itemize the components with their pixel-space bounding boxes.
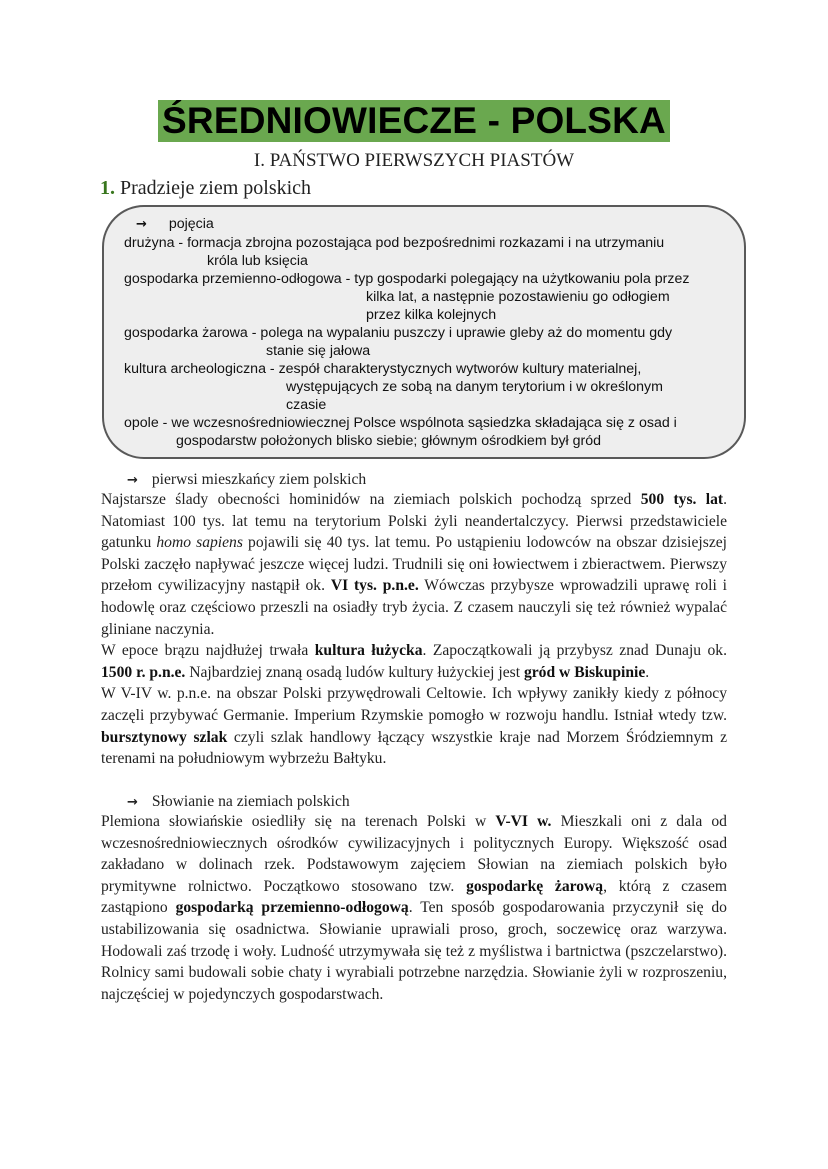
bold-text: bursztynowy szlak xyxy=(101,728,228,746)
concepts-heading xyxy=(136,215,214,234)
concept-przemienno-odlogowa-line-3: przez kilka kolejnych xyxy=(366,307,497,323)
text: pojawili się 40 tys. lat temu. Po ustąpieniu lodowców na obszar dzisiejszej Polski zaczęło napływać jeszcze więcej ludzi. Trudnili się oni łowiectwem i zbieractwem. Pierwszy przełom cywilizacyjny nastąpił ok. xyxy=(101,534,727,595)
concept-przemienno-odlogowa-line-2: kilka lat, a następnie pozostawieniu go odłogiem xyxy=(366,289,670,305)
arrow-right-icon: → xyxy=(127,795,138,810)
bold-text: gospodarką przemienno-odłogową xyxy=(175,899,409,917)
title-container xyxy=(0,100,828,142)
text: Najbardziej znaną osadą ludów kultury łużyckiej jest xyxy=(185,663,524,681)
concept-opole-line-2: gospodarstw położonych blisko siebie; głównym ośrodkiem był gród xyxy=(176,433,602,449)
text: Najstarsze ślady obecności hominidów na ziemiach polskich pochodzą sprzed xyxy=(101,491,641,508)
concept-druzyna-line-2: króla lub księcia xyxy=(207,253,308,269)
concept-zarowa-line-2: stanie się jałowa xyxy=(266,343,371,359)
text: . Natomiast 100 tys. lat temu na terytorium Polski żyli neandertalczycy. Pierwsi przedstawiciele gatunku xyxy=(101,491,728,552)
slavs-heading-label: Słowianie na ziemiach polskich xyxy=(151,793,350,810)
bold-text: 1500 r. p.n.e. xyxy=(101,663,186,681)
text: . Zapoczątkowali ją przybysz znad Dunaju ok. xyxy=(422,642,727,660)
document-title: ŚREDNIOWIECZE - POLSKA xyxy=(158,100,670,142)
text: Wówczas przybysze wprowadzili uprawę roli i hodowlę oraz częściowo przeszli na osiadły tryb życia. Z czasem nauczyli się też również wypalać gliniane naczynia. xyxy=(101,577,727,638)
text: Plemiona słowiańskie osiedliły się na terenach Polski w xyxy=(101,813,496,830)
bold-text: gród w Biskupinie xyxy=(523,663,646,681)
text: . xyxy=(645,663,650,681)
concept-opole-line-1: opole - we wczesnośredniowiecznej Polsce wspólnota sąsiedzka składająca się z osad i xyxy=(124,415,677,431)
first-inhabitants-heading-label: pierwsi mieszkańcy ziem polskich xyxy=(151,471,367,488)
paragraph-prehistory xyxy=(101,489,727,640)
slavs-body xyxy=(101,811,727,1005)
section-title: Pradzieje ziem polskich xyxy=(120,177,312,199)
bold-text: gospodarkę żarową xyxy=(466,877,604,895)
arrow-right-icon: → xyxy=(136,217,147,232)
bold-text: kultura łużycka xyxy=(314,642,423,660)
chapter-title: I. PAŃSTWO PIERWSZYCH PIASTÓW xyxy=(253,150,575,171)
section-heading xyxy=(100,176,311,200)
concept-przemienno-odlogowa-line-1: gospodarka przemienno-odłogowa - typ gospodarki polegający na użytkowaniu pola przez xyxy=(124,271,690,287)
italic-text: homo sapiens xyxy=(156,534,243,552)
text: W V-IV w. p.n.e. na obszar Polski przywędrowali Celtowie. Ich wpływy zanikły kiedy z północy zaczęli przybywać Germanie. Imperium Rzymskie pomogło w rozwoju handlu. Istniał wtedy tzw. xyxy=(101,685,727,724)
concept-kultura-line-2: występujących ze sobą na danym terytorium i w określonym xyxy=(286,379,663,395)
arrow-right-icon: → xyxy=(127,473,138,488)
bold-text: VI tys. p.n.e. xyxy=(330,577,419,595)
concept-kultura-line-1: kultura archeologiczna - zespół charakterystycznych wytworów kultury materialnej, xyxy=(124,361,642,377)
paragraph-bronze-age xyxy=(101,640,727,683)
concepts-box xyxy=(102,205,746,459)
section-number: 1. xyxy=(100,177,115,199)
first-inhabitants-body xyxy=(101,489,727,770)
text: W epoce brązu najdłużej trwała xyxy=(101,642,315,660)
paragraph-slavs xyxy=(101,811,727,1005)
concepts-heading-label: pojęcia xyxy=(168,216,214,232)
text: Mieszkali oni z dala od wczesnośredniowiecznych ośrodków cywilizacyjnych i politycznych Europy. Większość osad zakładano w dolinach rzek. Podstawowym zajęciem Słowian na ziemiach polskich było prymitywne rolnictwo. Początkowo stosowano tzw. xyxy=(101,813,727,895)
text: czyli szlak handlowy łączący wszystkie kraje nad Morzem Śródziemnym z terenami na południowym wybrzeżu Bałtyku. xyxy=(101,728,727,768)
slavs-heading xyxy=(127,791,350,813)
paragraph-celts xyxy=(101,683,727,769)
text: , którą z czasem zastąpiono xyxy=(101,877,727,917)
text: . Ten sposób gospodarowania przyczynił się do ustabilizowania się osadnictwa. Słowianie uprawiali proso, groch, soczewicę oraz warzywa. Hodowali zaś trzodę i woły. Ludność utrzymywała się też z myślistwa i bartnictwa (pszczelarstwo). Rolnicy sami budowali sobie chaty i wyrabiali potrzebne narzędzia. Słowianie żyli w rozproszeniu, najczęściej w pojedynczych gospodarstwach. xyxy=(101,899,727,1003)
concept-kultura-line-3: czasie xyxy=(286,397,327,413)
concept-druzyna-line-1: drużyna - formacja zbrojna pozostająca pod bezpośrednimi rozkazami i na utrzymaniu xyxy=(124,235,665,251)
first-inhabitants-heading xyxy=(127,469,366,491)
concept-zarowa-line-1: gospodarka żarowa - polega na wypalaniu puszczy i uprawie gleby aż do momentu gdy xyxy=(124,325,673,341)
bold-text: V-VI w. xyxy=(495,813,552,830)
bold-text: 500 tys. lat xyxy=(640,491,724,508)
